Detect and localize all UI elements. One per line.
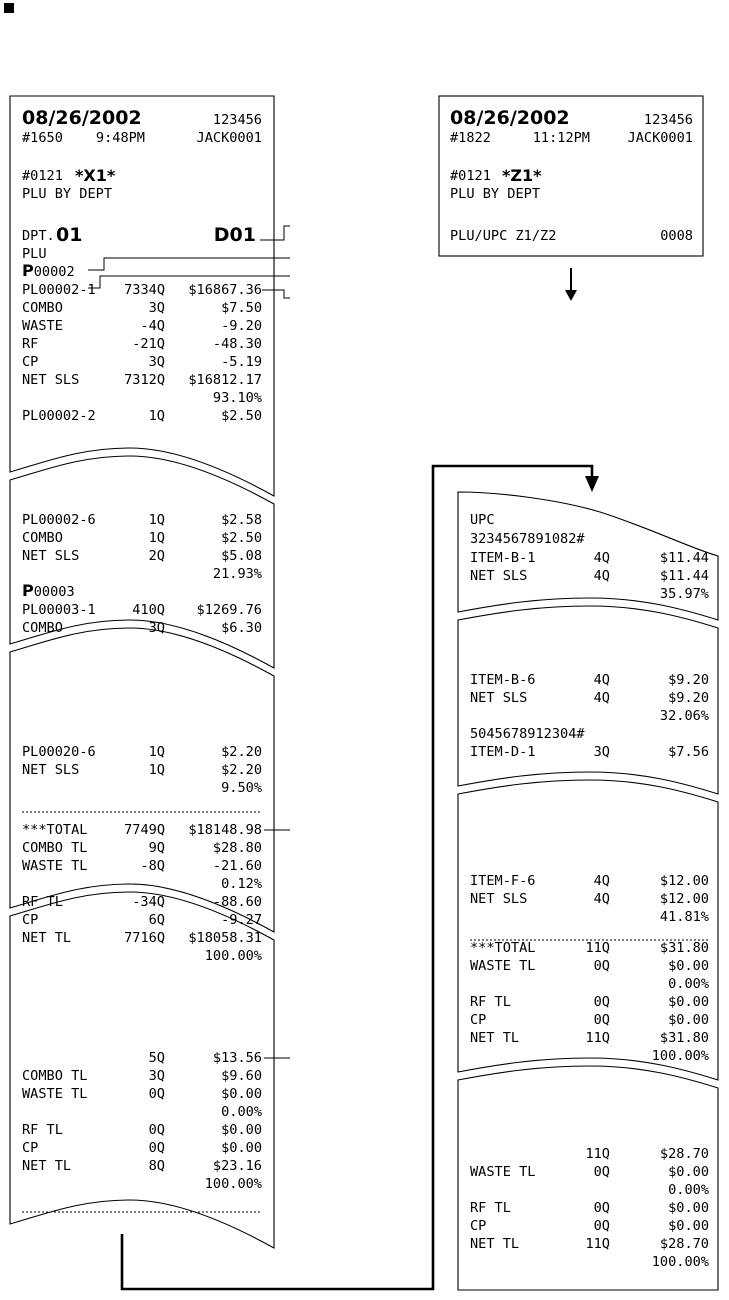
receipt-row-quantity: 1Q xyxy=(148,530,165,546)
receipt-row-label: CP xyxy=(470,1218,487,1234)
receipt-row-label: ITEM-B-1 xyxy=(470,550,536,566)
receipt-row-label: PL00020-6 xyxy=(22,744,96,760)
receipt-row-label: WASTE TL xyxy=(470,958,536,974)
receipt-row-label: CP xyxy=(22,912,39,928)
receipt-row-amount: $18058.31 xyxy=(188,930,262,946)
receipt-row-quantity: 3Q xyxy=(148,354,165,370)
receipt-row-amount: $2.20 xyxy=(221,762,262,778)
receipt-row-amount: $0.00 xyxy=(668,1164,709,1180)
receipt-row-amount: 100.00% xyxy=(204,1176,262,1192)
z1-upc-label: UPC xyxy=(470,512,495,528)
receipt-row-quantity: 0Q xyxy=(593,1012,610,1028)
receipt-row-label: CP xyxy=(22,1140,39,1156)
receipt-row-label: NET SLS xyxy=(470,568,528,584)
x1-report-mode: *X1* xyxy=(75,166,116,185)
receipt-row-label: NET SLS xyxy=(470,891,528,907)
receipt-row-quantity: 1Q xyxy=(148,744,165,760)
receipt-row-quantity: 0Q xyxy=(593,1200,610,1216)
receipt-row-quantity: 4Q xyxy=(593,568,610,584)
receipt-row-amount: 9.50% xyxy=(221,780,262,796)
receipt-row-quantity: 8Q xyxy=(148,1158,165,1174)
receipt-row-quantity: -34Q xyxy=(132,894,165,910)
x1-dept-code: 01 xyxy=(56,224,83,246)
receipt-row-quantity: 7749Q xyxy=(124,822,165,838)
receipt-row-amount: $28.70 xyxy=(659,1146,709,1162)
receipt-row-quantity: 4Q xyxy=(593,873,610,889)
receipt-row-amount: $0.00 xyxy=(668,1218,709,1234)
receipt-row-label: NET TL xyxy=(470,1030,520,1046)
receipt-row-quantity: 11Q xyxy=(585,940,610,956)
x1-pick-first-letter: P xyxy=(22,261,34,280)
receipt-row-quantity: 5Q xyxy=(148,1050,165,1066)
receipt-row-quantity: 11Q xyxy=(585,1146,610,1162)
receipt-row-label: PL00002-2 xyxy=(22,408,96,424)
z1-consecutive-number: #1822 xyxy=(450,130,491,146)
receipt-row-amount: 100.00% xyxy=(204,948,262,964)
x1-consecutive-number: #1650 xyxy=(22,130,63,146)
receipt-row-label: RF TL xyxy=(470,1200,511,1216)
z1-report-title: PLU BY DEPT xyxy=(450,186,541,202)
receipt-row-label: COMBO xyxy=(22,300,63,316)
receipt-row-quantity: 0Q xyxy=(148,1140,165,1156)
receipt-row-label: NET SLS xyxy=(22,762,80,778)
receipt-row-quantity: 0Q xyxy=(593,958,610,974)
z1-upc-code-2: 5045678912304# xyxy=(470,726,585,742)
receipt-row-quantity: 9Q xyxy=(148,840,165,856)
receipt-row-amount: 100.00% xyxy=(651,1254,709,1270)
x1-plu-label: PLU xyxy=(22,246,47,262)
receipt-row-quantity: 1Q xyxy=(148,512,165,528)
receipt-row-quantity: 3Q xyxy=(148,300,165,316)
receipt-row-label: COMBO TL xyxy=(22,840,88,856)
z1-report-prefix: #0121 xyxy=(450,168,491,184)
receipt-row-quantity: 7716Q xyxy=(124,930,165,946)
receipt-row-amount: $2.20 xyxy=(221,744,262,760)
receipt-row-quantity: 7312Q xyxy=(124,372,165,388)
receipt-row-label: WASTE TL xyxy=(22,858,88,874)
receipt-row-quantity: 0Q xyxy=(593,994,610,1010)
x1-pick-second-letter: P xyxy=(22,581,34,600)
receipt-row-amount: $2.50 xyxy=(221,408,262,424)
receipt-row-label: ***TOTAL xyxy=(22,822,88,838)
receipt-row-quantity: -21Q xyxy=(132,336,165,352)
x1-dept-code-right: D01 xyxy=(213,224,256,246)
receipt-row-quantity: 11Q xyxy=(585,1030,610,1046)
receipt-row-label: WASTE xyxy=(22,318,63,334)
square-icon xyxy=(4,3,14,13)
receipt-row-amount: $2.50 xyxy=(221,530,262,546)
receipt-row-amount: 0.00% xyxy=(668,1182,709,1198)
receipt-row-label: RF xyxy=(22,336,39,352)
receipt-row-amount: $18148.98 xyxy=(188,822,262,838)
receipt-row-quantity: 1Q xyxy=(148,762,165,778)
receipt-row-label: ITEM-B-6 xyxy=(470,672,536,688)
receipt-row-amount: $23.16 xyxy=(212,1158,262,1174)
z1-clerk: JACK0001 xyxy=(627,130,693,146)
receipt-row-amount: $9.20 xyxy=(668,672,709,688)
receipt-row-label: WASTE TL xyxy=(470,1164,536,1180)
z1-receipt-number: 123456 xyxy=(643,112,693,128)
receipt-row-label: COMBO xyxy=(22,620,63,636)
z1-counter-label: PLU/UPC Z1/Z2 xyxy=(450,228,557,244)
receipt-row-amount: 0.00% xyxy=(668,976,709,992)
receipt-row-amount: $0.00 xyxy=(668,1012,709,1028)
receipt-row-label: ITEM-D-1 xyxy=(470,744,536,760)
receipt-row-quantity: 4Q xyxy=(593,550,610,566)
receipt-row-label: ITEM-F-6 xyxy=(470,873,536,889)
receipt-row-label: PL00003-1 xyxy=(22,602,96,618)
receipt-row-amount: $12.00 xyxy=(659,891,709,907)
receipt-row-amount: $0.00 xyxy=(221,1122,262,1138)
receipt-row-label: NET SLS xyxy=(22,548,80,564)
receipt-row-quantity: 0Q xyxy=(148,1086,165,1102)
receipt-row-label: NET SLS xyxy=(470,690,528,706)
receipt-row-amount: -88.60 xyxy=(212,894,262,910)
receipt-row-amount: 32.06% xyxy=(659,708,709,724)
x1-dept-label: DPT. xyxy=(22,228,55,244)
z1-time: 11:12PM xyxy=(532,130,590,146)
receipt-row-label: RF TL xyxy=(22,894,63,910)
receipt-row-amount: $11.44 xyxy=(659,550,709,566)
receipt-row-amount: -5.19 xyxy=(221,354,262,370)
receipt-row-amount: $16867.36 xyxy=(188,282,262,298)
receipt-row-quantity: -8Q xyxy=(140,858,165,874)
receipt-row-quantity: 3Q xyxy=(593,744,610,760)
receipt-row-quantity: 3Q xyxy=(148,620,165,636)
x1-clerk: JACK0001 xyxy=(196,130,262,146)
receipt-row-label: COMBO TL xyxy=(22,1068,88,1084)
x1-pick-first-digits: 00002 xyxy=(33,264,75,280)
receipt-row-amount: $0.00 xyxy=(221,1086,262,1102)
receipt-row-label: NET TL xyxy=(470,1236,520,1252)
receipt-row-amount: 35.97% xyxy=(659,586,709,602)
receipt-row-label: ***TOTAL xyxy=(470,940,536,956)
receipt-row-amount: $28.80 xyxy=(212,840,262,856)
receipt-row-amount: -21.60 xyxy=(212,858,262,874)
x1-time: 9:48PM xyxy=(95,130,145,146)
receipt-row-label: CP xyxy=(22,354,39,370)
down-arrow-icon xyxy=(565,290,577,301)
receipt-row-amount: $28.70 xyxy=(659,1236,709,1252)
receipt-row-label: PL00002-6 xyxy=(22,512,96,528)
receipt-row-quantity: 2Q xyxy=(148,548,165,564)
receipt-row-quantity: 1Q xyxy=(148,408,165,424)
flow-arrow-icon xyxy=(585,476,599,492)
receipt-row-label: PL00002-1 xyxy=(22,282,96,298)
receipt-row-label: CP xyxy=(470,1012,487,1028)
x1-report-prefix: #0121 xyxy=(22,168,63,184)
receipt-row-amount: $9.20 xyxy=(668,690,709,706)
receipt-row-amount: $6.30 xyxy=(221,620,262,636)
receipt-row-amount: 41.81% xyxy=(659,909,709,925)
receipt-row-quantity: -4Q xyxy=(140,318,165,334)
receipt-row-amount: $13.56 xyxy=(212,1050,262,1066)
receipt-row-label: NET TL xyxy=(22,1158,72,1174)
x1-receipt xyxy=(10,96,290,1248)
receipt-row-amount: $31.80 xyxy=(659,940,709,956)
receipt-row-label: COMBO xyxy=(22,530,63,546)
receipt-row-amount: $0.00 xyxy=(668,958,709,974)
z1-upc-code-1: 3234567891082# xyxy=(470,531,585,547)
receipt-row-amount: $11.44 xyxy=(659,568,709,584)
receipt-row-amount: $1269.76 xyxy=(196,602,262,618)
z1-receipt xyxy=(439,96,718,1290)
receipt-row-amount: -48.30 xyxy=(212,336,262,352)
receipt-row-quantity: 0Q xyxy=(593,1218,610,1234)
receipt-row-label: WASTE TL xyxy=(22,1086,88,1102)
receipt-row-quantity: 7334Q xyxy=(124,282,165,298)
receipt-row-amount: $7.56 xyxy=(668,744,709,760)
receipt-row-quantity: 11Q xyxy=(585,1236,610,1252)
receipt-row-label: NET SLS xyxy=(22,372,80,388)
z1-report-mode: *Z1* xyxy=(502,166,542,185)
receipt-row-amount: $9.60 xyxy=(221,1068,262,1084)
receipt-row-amount: 0.00% xyxy=(221,1104,262,1120)
receipt-row-amount: -9.27 xyxy=(221,912,262,928)
receipt-row-label: RF TL xyxy=(470,994,511,1010)
receipt-row-quantity: 6Q xyxy=(148,912,165,928)
x1-date: 08/26/2002 xyxy=(22,107,142,129)
receipt-row-amount: 21.93% xyxy=(212,566,262,582)
receipt-row-quantity: 4Q xyxy=(593,672,610,688)
receipt-row-amount: 0.12% xyxy=(221,876,262,892)
z1-counter-value: 0008 xyxy=(660,228,693,244)
receipt-row-amount: 100.00% xyxy=(651,1048,709,1064)
receipt-row-amount: $0.00 xyxy=(668,994,709,1010)
x1-report-title: PLU BY DEPT xyxy=(22,186,113,202)
x1-pick-first xyxy=(22,261,75,280)
receipt-row-amount: $16812.17 xyxy=(188,372,262,388)
receipt-row-quantity: 0Q xyxy=(593,1164,610,1180)
receipt-row-amount: $31.80 xyxy=(659,1030,709,1046)
receipt-row-amount: $5.08 xyxy=(221,548,262,564)
receipt-row-amount: $2.58 xyxy=(221,512,262,528)
receipt-row-label: NET TL xyxy=(22,930,72,946)
receipt-row-amount: $7.50 xyxy=(221,300,262,316)
receipt-row-quantity: 4Q xyxy=(593,690,610,706)
receipt-row-quantity: 410Q xyxy=(132,602,165,618)
receipt-row-amount: $12.00 xyxy=(659,873,709,889)
receipt-row-label: RF TL xyxy=(22,1122,63,1138)
receipt-row-quantity: 4Q xyxy=(593,891,610,907)
x1-receipt-number: 123456 xyxy=(212,112,262,128)
z1-date: 08/26/2002 xyxy=(450,107,570,129)
receipt-row-quantity: 0Q xyxy=(148,1122,165,1138)
receipt-row-amount: -9.20 xyxy=(221,318,262,334)
x1-pick-second xyxy=(22,581,75,600)
x1-pick-second-digits: 00003 xyxy=(33,584,75,600)
receipt-row-quantity: 3Q xyxy=(148,1068,165,1084)
receipt-row-amount: 93.10% xyxy=(212,390,262,406)
receipt-row-amount: $0.00 xyxy=(221,1140,262,1156)
receipt-row-amount: $0.00 xyxy=(668,1200,709,1216)
